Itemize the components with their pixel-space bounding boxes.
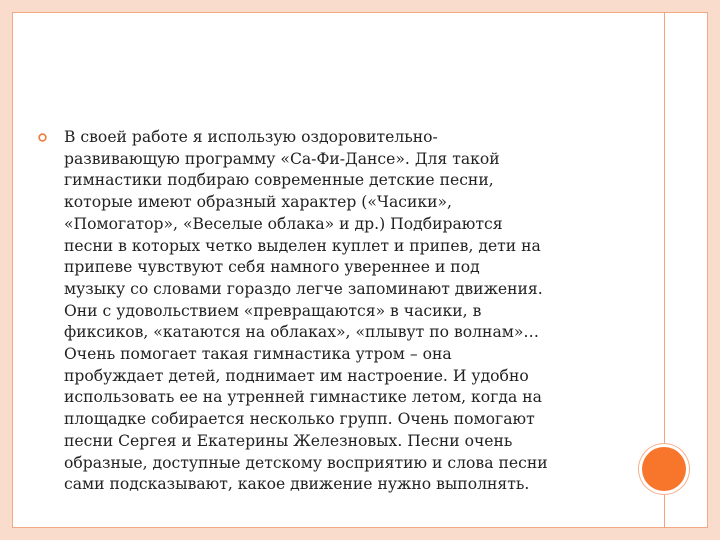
paragraph-line: которые имеют образный характер («Часики»,	[64, 193, 453, 212]
orange-ring-bullet-icon	[38, 133, 47, 142]
paragraph-line: использовать ее на утренней гимнастике летом, когда на	[64, 388, 542, 407]
paragraph-line: гимнастики подбираю современные детские песни,	[64, 171, 494, 190]
paragraph-line: Очень помогает такая гимнастика утром – она	[64, 345, 452, 364]
paragraph-line: фиксиков, «катаются на облаках», «плывут по волнам»…	[64, 323, 540, 342]
paragraph-line: пробуждает детей, поднимает им настроение. И удобно	[64, 366, 529, 385]
paragraph-line: образные, доступные детскому восприятию и слова песни	[64, 453, 548, 472]
paragraph-line: Они с удовольствием «превращаются» в часики, в	[64, 301, 482, 320]
paragraph-line: развивающую программу «Са-Фи-Дансе». Для такой	[64, 149, 500, 168]
paragraph-line: площадке собирается несколько групп. Очень помогают	[64, 410, 535, 429]
paragraph-line: песни в которых четко выделен куплет и припев, дети на	[64, 236, 541, 255]
body-paragraph	[64, 127, 620, 496]
paragraph-line: сами подсказывают, какое движение нужно выполнять.	[64, 475, 530, 494]
paragraph-line: припеве чувствуют себя намного увереннее и под	[64, 258, 480, 277]
paragraph-line: «Помогатор», «Веселые облака» и др.) Подбираются	[64, 214, 503, 233]
orange-circle-ornament	[642, 447, 686, 491]
paragraph-line: музыку со словами гораздо легче запоминают движения.	[64, 279, 543, 298]
paragraph-line: В своей работе я использую оздоровительно-	[64, 128, 438, 146]
paragraph-line: песни Сергея и Екатерины Железновых. Песни очень	[64, 431, 513, 450]
